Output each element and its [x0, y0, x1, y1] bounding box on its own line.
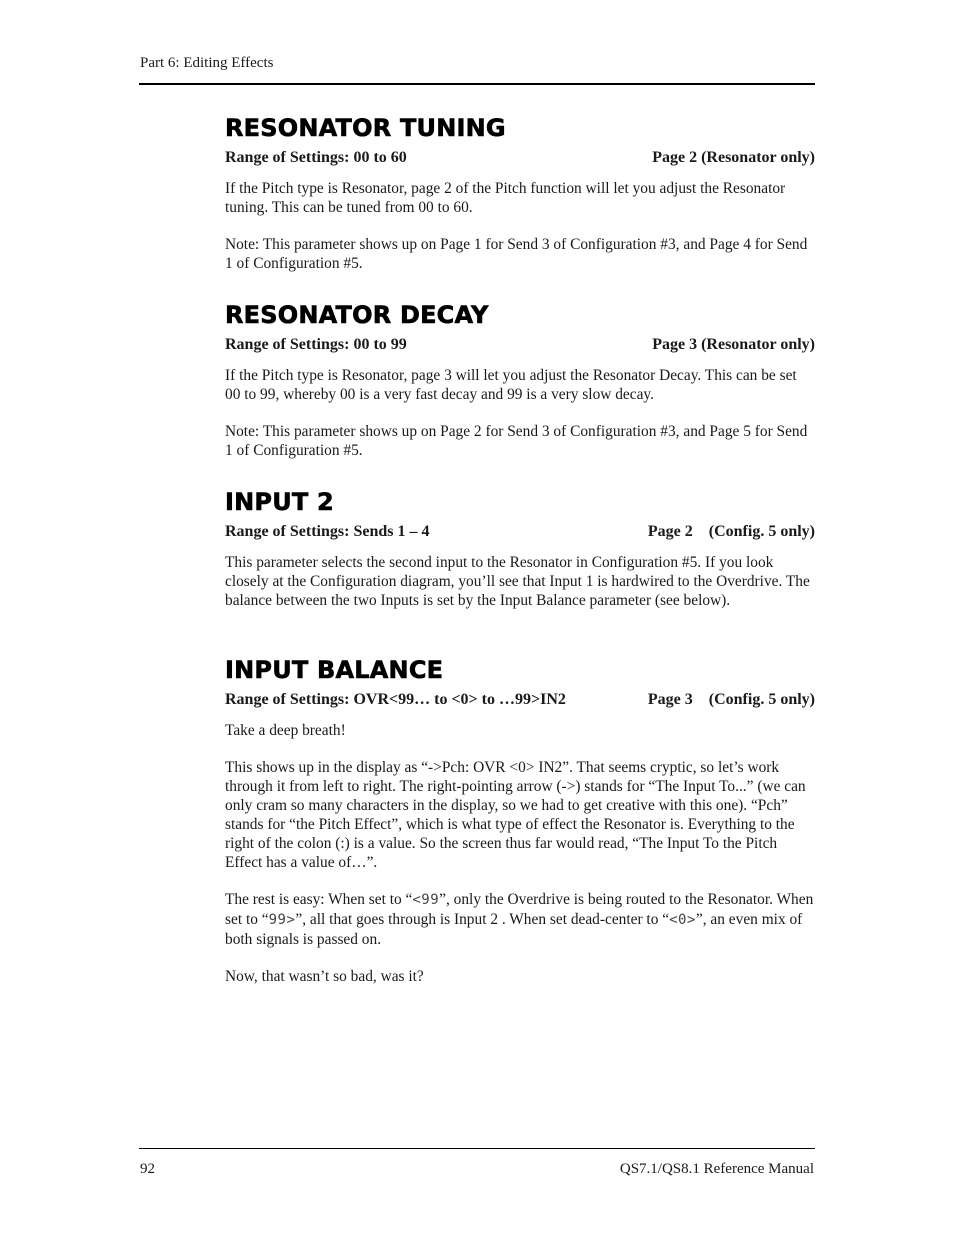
body-paragraph: Take a deep breath! [225, 722, 346, 739]
section-title: RESONATOR DECAY [225, 301, 489, 329]
note-paragraph: Note: This parameter shows up on Page 1 for Send 3 of Configuration #3, and Page 4 for Send 1 of Configuration #5. [225, 236, 808, 272]
closing-paragraph: Now, that wasn’t so bad, was it? [225, 968, 424, 985]
range-row [225, 521, 815, 543]
note-paragraph: Note: This parameter shows up on Page 2 for Send 3 of Configuration #3, and Page 5 for Send 1 of Configuration #5. [225, 423, 808, 459]
range-row [225, 689, 815, 711]
range-of-settings: Range of Settings: OVR<99… to <0> to …99>IN2 [225, 691, 566, 708]
section-resonator-tuning [225, 113, 815, 273]
body-paragraph: If the Pitch type is Resonator, page 3 will let you adjust the Resonator Decay. This can be set 00 to 99, whereby 00 is a very fast decay and 99 is a very slow decay. [225, 367, 797, 403]
section-input-2 [225, 487, 815, 610]
section-input-balance [225, 655, 815, 986]
section-resonator-decay [225, 300, 815, 460]
page-reference: Page 2 (Config. 5 only) [647, 523, 815, 540]
range-of-settings: Range of Settings: 00 to 99 [225, 336, 407, 353]
body-paragraph: If the Pitch type is Resonator, page 2 of the Pitch function will let you adjust the Resonator tuning. This can be tuned from 00 to 60. [225, 180, 786, 216]
running-header: Part 6: Editing Effects [140, 55, 274, 71]
footer-rule [139, 1148, 815, 1149]
page-reference: Page 2 (Resonator only) [652, 149, 815, 166]
page-reference: Page 3 (Config. 5 only) [647, 691, 815, 708]
lcd-value: <99 [412, 892, 440, 908]
body-paragraph: This shows up in the display as “->Pch: OVR <0> IN2”. That seems cryptic, so let’s work through it from left to right. The right-pointing arrow (->) stands for “The Input To...” (we can only cram so many characters in the display, so we had to get creative with this one). “Pch” stands for “the Pitch Effect”, which is what type of effect the Resonator is. Everything to the right of the colon (:) is a value. So the screen thus far would read, “The Input To the Pitch Effect has a value of…”. [225, 759, 806, 871]
range-of-settings: Range of Settings: 00 to 60 [225, 149, 407, 166]
section-title: INPUT BALANCE [225, 656, 444, 684]
body-paragraph: This parameter selects the second input to the Resonator in Configuration #5. If you look closely at the Configuration diagram, you’ll see that Input 1 is hardwired to the Overdrive. The balance between the two Inputs is set by the Input Balance parameter (see below). [225, 554, 810, 609]
lcd-value: 99> [268, 912, 296, 928]
lcd-value: <0> [669, 912, 696, 928]
section-title: INPUT 2 [225, 488, 334, 516]
range-row [225, 334, 815, 356]
body-paragraph-display-values: The rest is easy: When set to “<99”, only the Overdrive is being routed to the Resonator. When set to “99>”, all that goes through is Input 2 . When set dead-center to “<0>”, an even mix of both signals is passed on. [225, 891, 814, 948]
range-of-settings: Range of Settings: Sends 1 – 4 [225, 523, 430, 540]
header-rule [139, 83, 815, 85]
range-row [225, 147, 815, 169]
manual-title: QS7.1/QS8.1 Reference Manual [619, 1161, 814, 1177]
section-title: RESONATOR TUNING [225, 114, 506, 142]
page-number: 92 [140, 1161, 155, 1177]
page-reference: Page 3 (Resonator only) [652, 336, 815, 353]
